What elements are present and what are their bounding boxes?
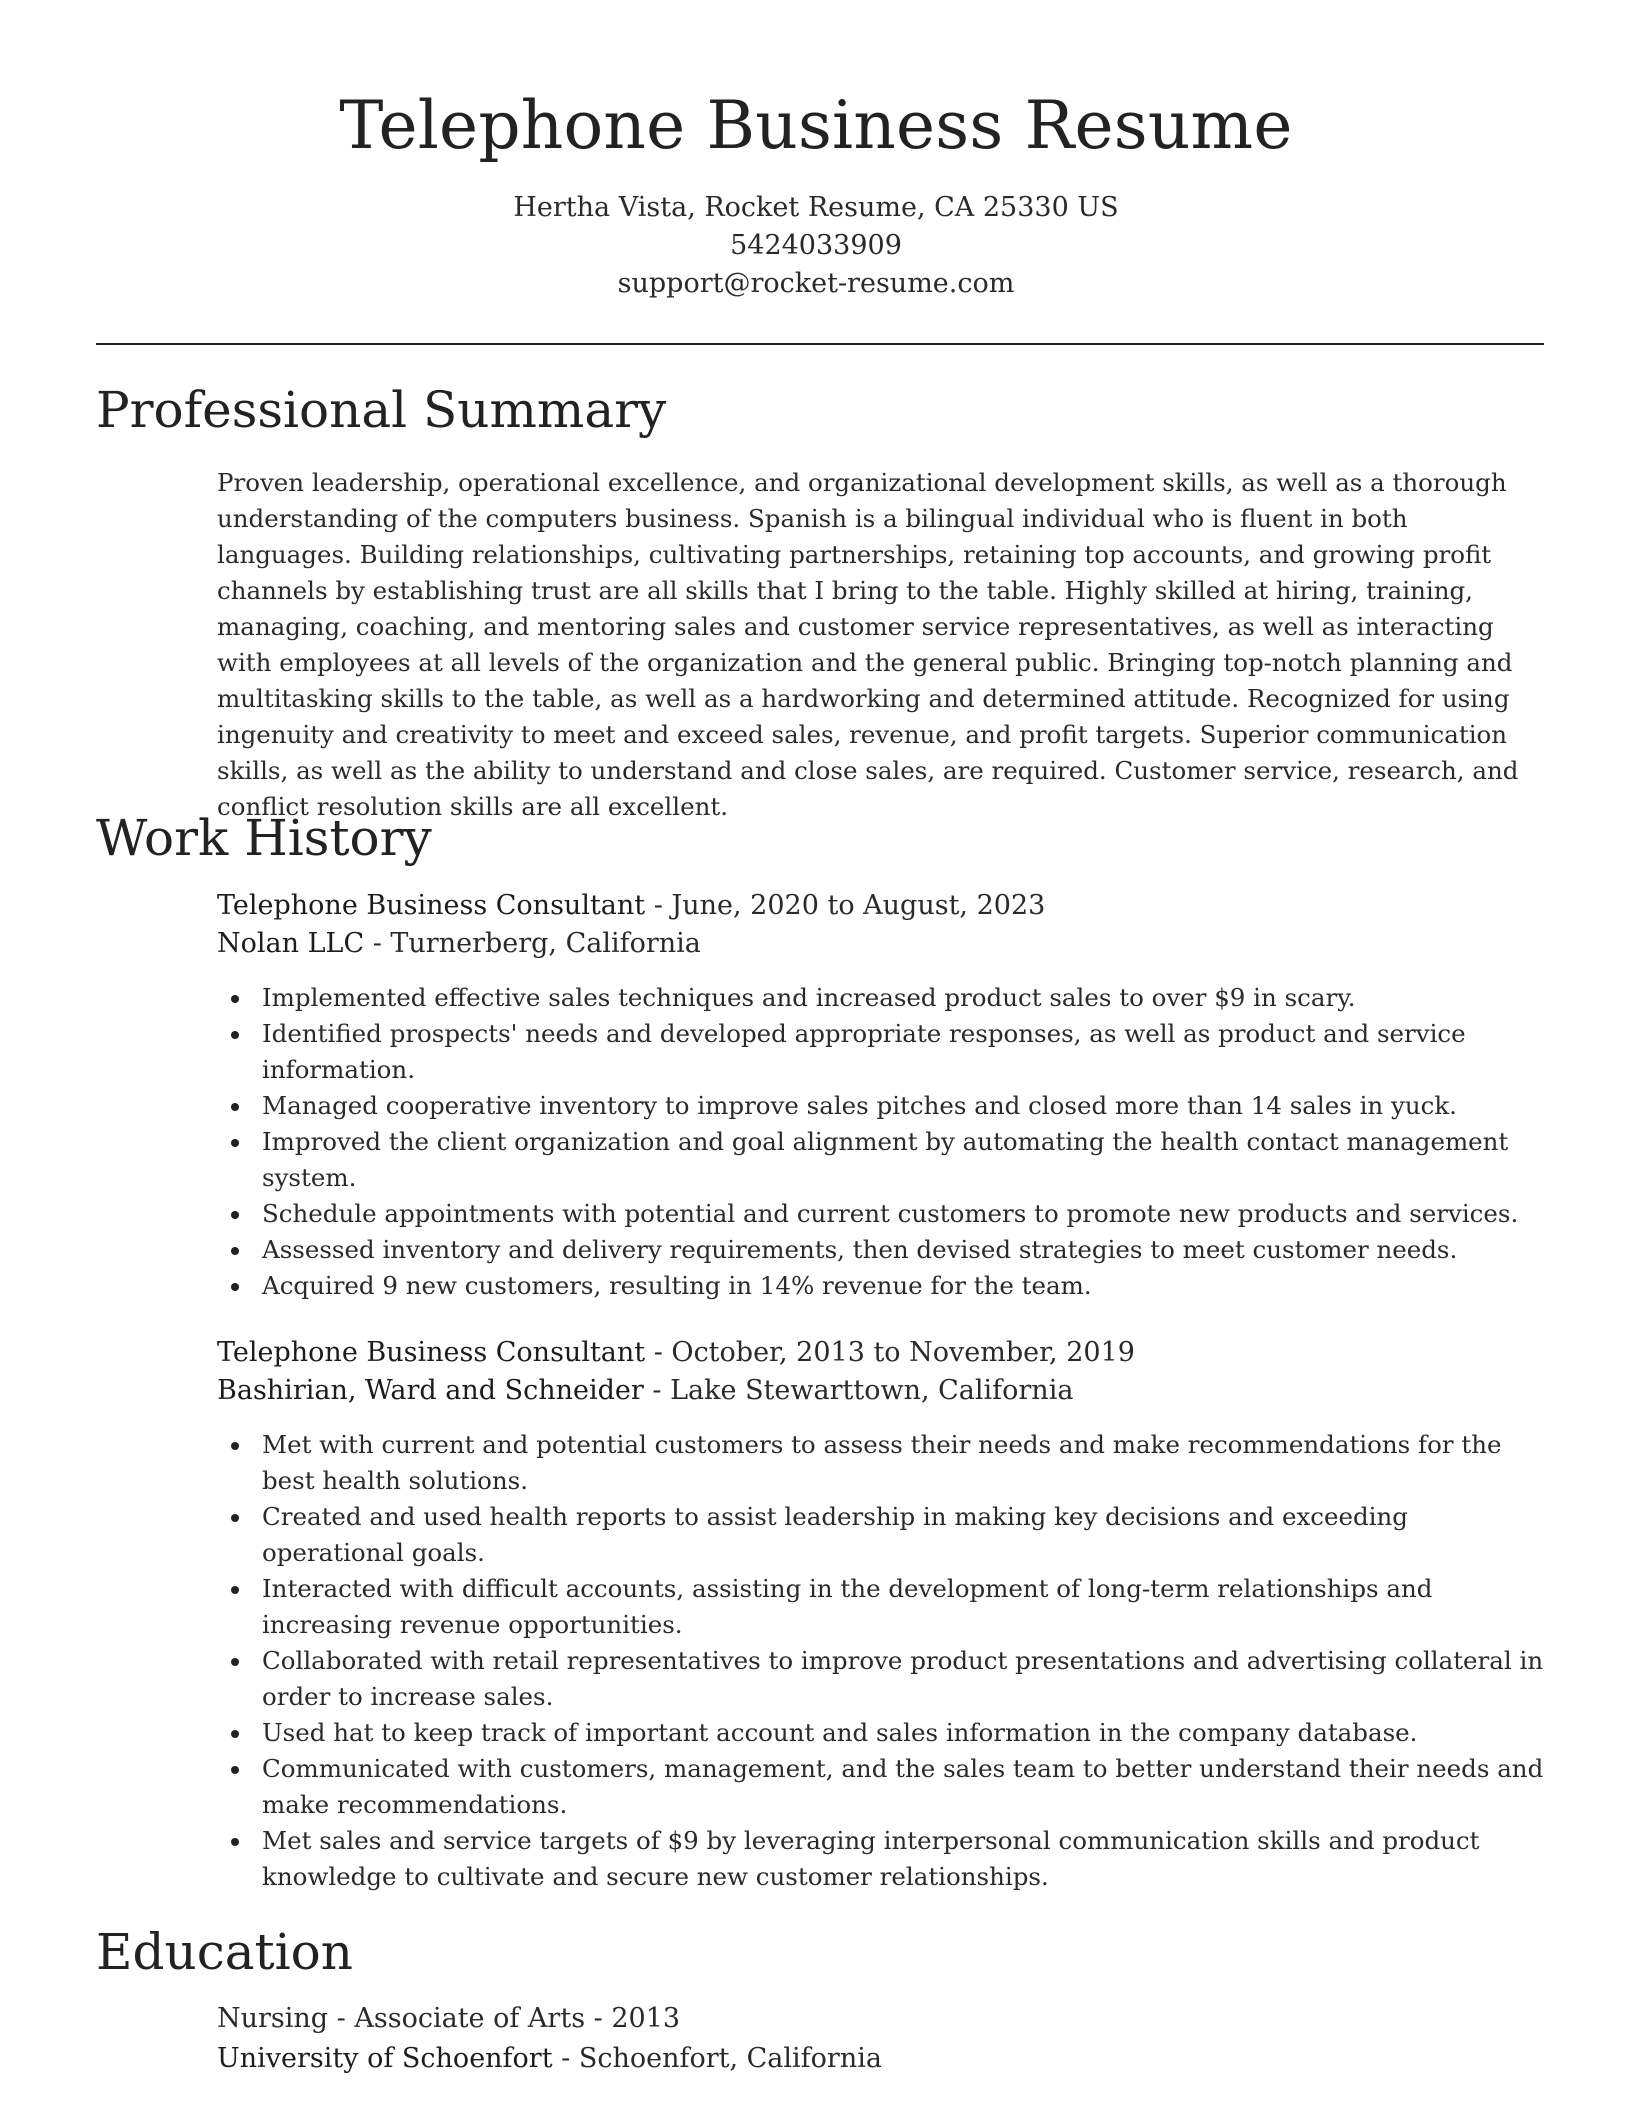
bullet-text: Schedule appointments with potential and current customers to promote new products and services.: [262, 1199, 1519, 1228]
education-location: - Schoenfort, California: [552, 2043, 882, 2074]
list-item: [217, 1751, 1547, 1823]
bullet-icon: [231, 1442, 239, 1450]
education-school-line: [217, 2040, 882, 2078]
job-1-company-line: [217, 925, 701, 963]
list-item: [217, 1571, 1547, 1643]
job-1-title-line: [217, 887, 1045, 925]
job-1-company: Nolan LLC: [217, 928, 365, 959]
bullet-text: Acquired 9 new customers, resulting in 14% revenue for the team.: [262, 1271, 1092, 1300]
bullet-icon: [231, 1730, 239, 1738]
list-item: [217, 1643, 1547, 1715]
summary-text: Proven leadership, operational excellence, and organizational development skills, as well as a thorough understanding of the computers business. Spanish is a bilingual individual who is fluent in both languages. Building relationships, cultivating partnerships, retaining top accounts, and growing profit channels by establishing trust are all skills that I bring to the table. Highly skilled at hiring, training, managing, coaching, and mentoring sales and customer service representatives, as well as interacting with employees at all levels of the organization and the general public. Bringing top-notch planning and multitasking skills to the table, as well as a hardworking and determined attitude. Recognized for using ingenuity and creativity to meet and exceed sales, revenue, and profit targets. Superior communication skills, as well as the ability to understand and close sales, are required. Customer service, research, and conflict resolution skills are all excellent.: [217, 468, 1519, 821]
summary-heading: Professional Summary: [96, 381, 667, 439]
resume-title: Telephone Business Resume: [339, 87, 1293, 164]
education-degree: Nursing - Associate of Arts - 2013: [217, 2003, 681, 2034]
list-item: [217, 1016, 1547, 1088]
list-item: [217, 1715, 1547, 1751]
work-history-heading: Work History: [96, 809, 432, 867]
bullet-text: Met with current and potential customers to assess their needs and make recommendations for the best health solutions.: [262, 1430, 1502, 1495]
contact-email: support@rocket-resume.com: [617, 268, 1015, 299]
bullet-text: Used hat to keep track of important account and sales information in the company database.: [262, 1718, 1418, 1747]
bullet-icon: [231, 1514, 239, 1522]
bullet-icon: [231, 1838, 239, 1846]
bullet-text: Met sales and service targets of $9 by leveraging interpersonal communication skills and product knowledge to cultivate and secure new customer relationships.: [262, 1826, 1480, 1891]
bullet-text: Communicated with customers, management, and the sales team to better understand their needs and make recommendations.: [262, 1754, 1544, 1819]
list-item: [217, 1499, 1547, 1571]
bullet-icon: [231, 1031, 239, 1039]
list-item: [217, 1232, 1547, 1268]
job-2-title-line: [217, 1334, 1135, 1372]
bullet-icon: [231, 995, 239, 1003]
job-2-dates: - October, 2013 to November, 2019: [645, 1337, 1135, 1368]
bullet-icon: [231, 1283, 239, 1291]
bullet-icon: [231, 1658, 239, 1666]
contact-phone: 5424033909: [730, 230, 902, 261]
bullet-icon: [231, 1586, 239, 1594]
bullet-icon: [231, 1103, 239, 1111]
list-item: [217, 1268, 1547, 1304]
header-divider: [96, 343, 1544, 345]
bullet-text: Managed cooperative inventory to improve sales pitches and closed more than 14 sales in yuck.: [262, 1091, 1457, 1120]
bullet-text: Improved the client organization and goal alignment by automating the health contact management system.: [262, 1127, 1509, 1192]
list-item: [217, 1823, 1547, 1895]
job-2-bullet-list: [217, 1427, 1547, 1895]
education-heading: Education: [96, 1923, 353, 1981]
job-1-location: - Turnerberg, California: [364, 928, 701, 959]
job-2-company: Bashirian, Ward and Schneider: [217, 1375, 644, 1406]
bullet-text: Created and used health reports to assist leadership in making key decisions and exceeding operational goals.: [262, 1502, 1408, 1567]
bullet-text: Identified prospects' needs and developed appropriate responses, as well as product and service information.: [262, 1019, 1466, 1084]
bullet-text: Collaborated with retail representatives to improve product presentations and advertising collateral in order to increase sales.: [262, 1646, 1544, 1711]
bullet-icon: [231, 1211, 239, 1219]
list-item: [217, 1196, 1547, 1232]
job-1-dates: - June, 2020 to August, 2023: [645, 890, 1046, 921]
job-2-company-line: [217, 1372, 1073, 1410]
bullet-text: Implemented effective sales techniques and increased product sales to over $9 in scary.: [262, 983, 1356, 1012]
list-item: [217, 1124, 1547, 1196]
bullet-text: Assessed inventory and delivery requirements, then devised strategies to meet customer needs.: [262, 1235, 1458, 1264]
bullet-icon: [231, 1766, 239, 1774]
job-1-title: Telephone Business Consultant: [217, 890, 646, 921]
job-2-location: - Lake Stewarttown, California: [643, 1375, 1074, 1406]
bullet-icon: [231, 1139, 239, 1147]
list-item: [217, 1427, 1547, 1499]
list-item: [217, 980, 1547, 1016]
bullet-text: Interacted with difficult accounts, assisting in the development of long-term relationships and increasing revenue opportunities.: [262, 1574, 1433, 1639]
list-item: [217, 1088, 1547, 1124]
education-school: University of Schoenfort: [217, 2043, 553, 2074]
job-1-bullet-list: [217, 980, 1547, 1304]
bullet-icon: [231, 1247, 239, 1255]
job-2-title: Telephone Business Consultant: [217, 1337, 646, 1368]
contact-address: Hertha Vista, Rocket Resume, CA 25330 US: [513, 192, 1119, 223]
